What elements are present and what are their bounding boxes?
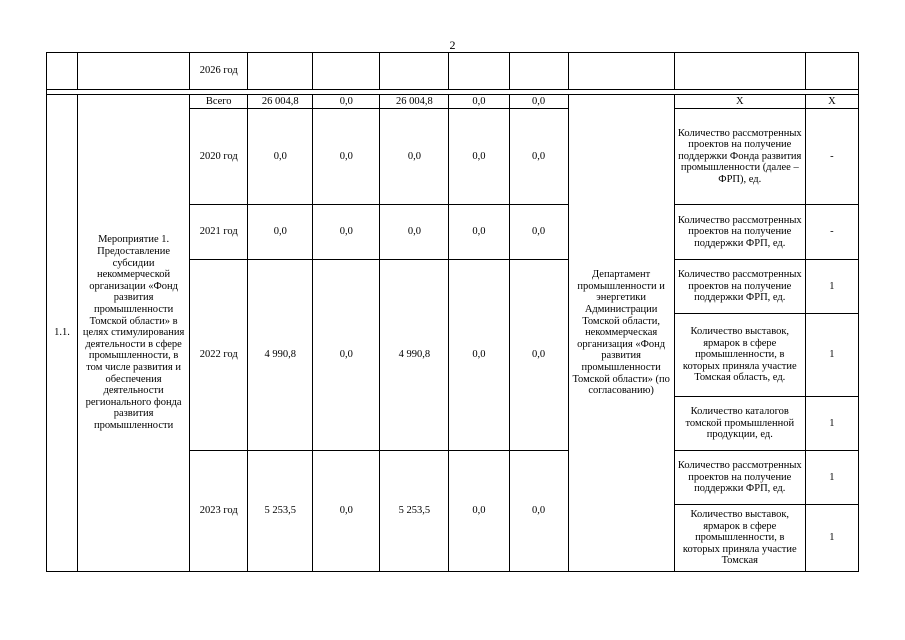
- amount-cell: 0,0: [313, 260, 380, 451]
- indicator-value: 1: [805, 505, 858, 572]
- year-cell: 2022 год: [190, 260, 248, 451]
- amount-cell: 0,0: [449, 451, 509, 572]
- amount-cell: 4 990,8: [248, 260, 313, 451]
- indicator-value: 1: [805, 314, 858, 397]
- page-number: 2: [449, 38, 456, 52]
- amount-cell: 0,0: [248, 109, 313, 205]
- amount-cell: 0,0: [313, 205, 380, 260]
- amount-cell: 0,0: [313, 95, 380, 109]
- amount-cell: 26 004,8: [248, 95, 313, 109]
- year-cell: 2021 год: [190, 205, 248, 260]
- amount-cell: 0,0: [449, 205, 509, 260]
- indicator-value: 1: [805, 260, 858, 314]
- amount-cell: 0,0: [509, 205, 568, 260]
- indicator-cell: Количество выставок, ярмарок в сфере промышленности, в которых приняла участие Томская: [674, 505, 805, 572]
- measure-name: Мероприятие 1. Предоставление субсидии некоммерческой организации «Фонд развития промышленности Томской области» в целях стимулирования деятельности в сфере промышленности, в том числе развития и обеспечения деятельности регионального фонда развития промышленности: [78, 95, 190, 572]
- amount-cell: 0,0: [449, 109, 509, 205]
- amount-cell: 0,0: [509, 95, 568, 109]
- amount-cell: 0,0: [313, 109, 380, 205]
- amount-cell: 0,0: [509, 451, 568, 572]
- indicator-cell: Х: [674, 95, 805, 109]
- program-table: [46, 52, 859, 572]
- year-cell: Всего: [190, 95, 248, 109]
- amount-cell: 0,0: [449, 95, 509, 109]
- table-row: [47, 95, 859, 109]
- amount-cell: 0,0: [313, 451, 380, 572]
- indicator-cell: Количество рассмотренных проектов на получение поддержки ФРП, ед.: [674, 260, 805, 314]
- amount-cell: 0,0: [449, 260, 509, 451]
- amount-cell: 26 004,8: [380, 95, 449, 109]
- indicator-value: 1: [805, 451, 858, 505]
- executor-cell: Департамент промышленности и энергетики Администрации Томской области, некоммерческая организация «Фонд развития промышленности Томской области» (по согласованию): [568, 95, 674, 572]
- amount-cell: 0,0: [509, 109, 568, 205]
- amount-cell: 5 253,5: [380, 451, 449, 572]
- amount-cell: 0,0: [248, 205, 313, 260]
- year-cell: 2026 год: [190, 53, 248, 90]
- table-row: [47, 53, 859, 90]
- measure-number: 1.1.: [47, 95, 78, 572]
- indicator-value: 1: [805, 397, 858, 451]
- year-cell: 2020 год: [190, 109, 248, 205]
- indicator-value: Х: [805, 95, 858, 109]
- indicator-cell: Количество рассмотренных проектов на получение поддержки ФРП, ед.: [674, 451, 805, 505]
- amount-cell: 0,0: [380, 109, 449, 205]
- indicator-cell: Количество каталогов томской промышленной продукции, ед.: [674, 397, 805, 451]
- indicator-cell: Количество выставок, ярмарок в сфере промышленности, в которых приняла участие Томская область, ед.: [674, 314, 805, 397]
- indicator-value: -: [805, 205, 858, 260]
- indicator-cell: Количество рассмотренных проектов на получение поддержки Фонда развития промышленности (далее – ФРП), ед.: [674, 109, 805, 205]
- amount-cell: 0,0: [380, 205, 449, 260]
- indicator-value: -: [805, 109, 858, 205]
- amount-cell: 4 990,8: [380, 260, 449, 451]
- amount-cell: 5 253,5: [248, 451, 313, 572]
- indicator-cell: Количество рассмотренных проектов на получение поддержки ФРП, ед.: [674, 205, 805, 260]
- amount-cell: 0,0: [509, 260, 568, 451]
- year-cell: 2023 год: [190, 451, 248, 572]
